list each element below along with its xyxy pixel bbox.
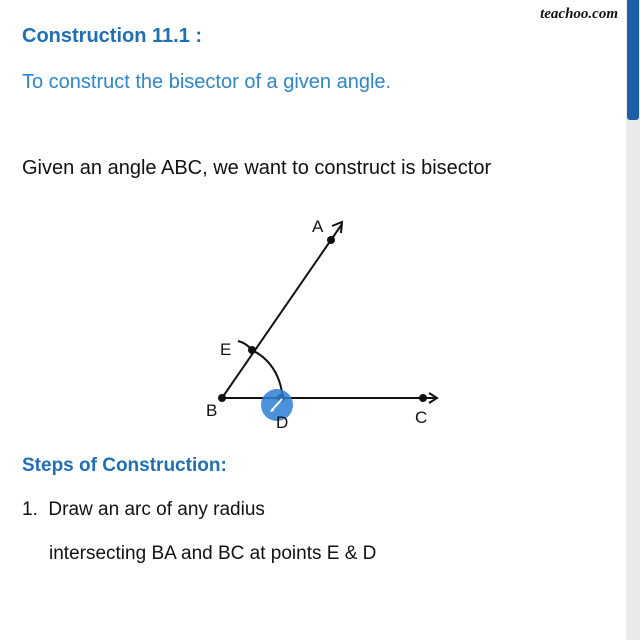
step-1-continuation: intersecting BA and BC at points E & D <box>49 543 377 564</box>
brand-logo: teachoo.com <box>540 6 618 22</box>
step-1 <box>22 499 265 521</box>
label-c: C <box>415 408 428 427</box>
label-d: D <box>276 413 289 432</box>
construction-title: Construction 11.1 : <box>22 25 203 47</box>
ray-ba <box>222 224 342 398</box>
label-a: A <box>312 217 324 236</box>
point-b <box>218 394 226 402</box>
steps-heading: Steps of Construction: <box>22 455 227 476</box>
label-e: E <box>220 340 232 359</box>
point-e <box>248 346 256 354</box>
point-c <box>419 394 427 402</box>
step-1-text: Draw an arc of any radius <box>48 499 265 520</box>
step-1-number: 1. <box>22 499 38 520</box>
given-statement: Given an angle ABC, we want to construct is bisector <box>22 157 492 179</box>
construction-subtitle: To construct the bisector of a given angle. <box>22 71 392 93</box>
point-a <box>327 236 335 244</box>
label-b: B <box>206 401 218 420</box>
